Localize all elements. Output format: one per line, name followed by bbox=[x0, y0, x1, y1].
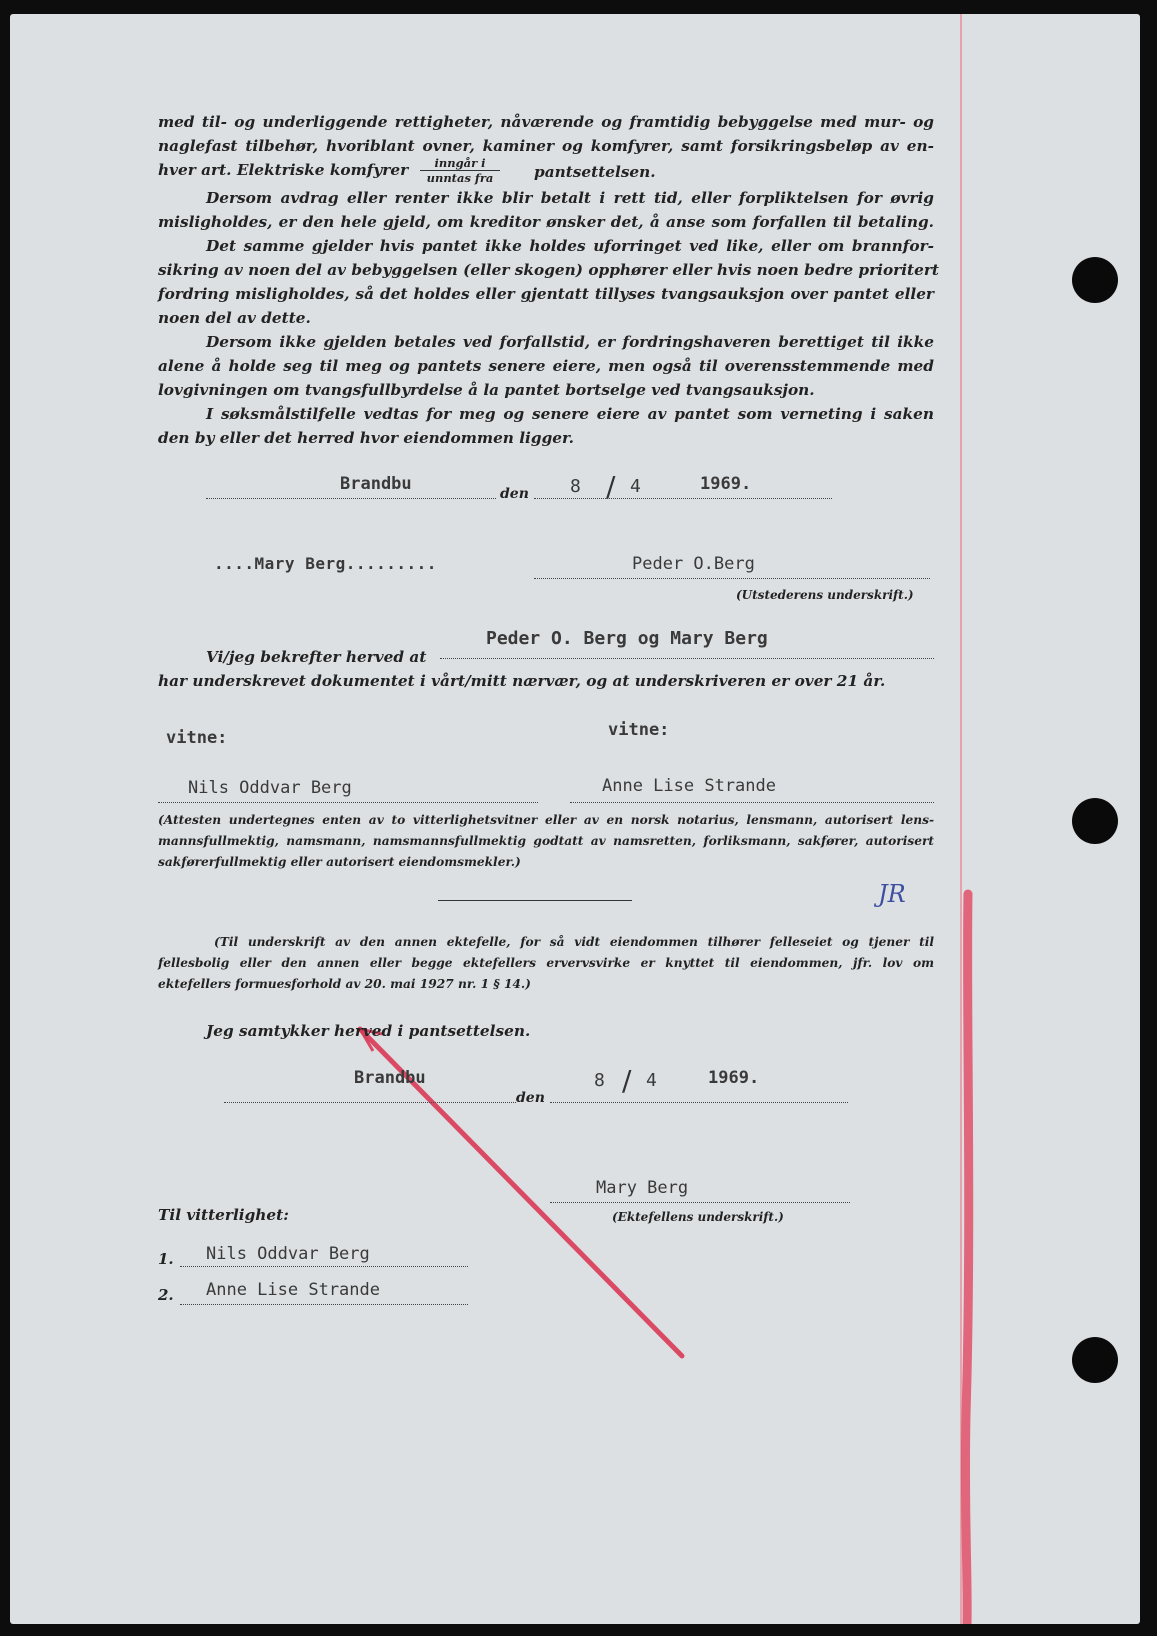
signature1-caption: (Utstederens underskrift.) bbox=[736, 588, 914, 602]
vitterlighet-num-1: 1. bbox=[158, 1250, 174, 1268]
initials: JR bbox=[878, 880, 906, 908]
document-page bbox=[10, 14, 1140, 1624]
binder-hole-2 bbox=[1072, 798, 1118, 844]
date2-place: Brandbu bbox=[354, 1068, 426, 1088]
witness-name-right: Anne Lise Strande bbox=[602, 776, 776, 796]
paragraph-line-8: fordring misligholdes, så det holdes eller gjentatt tillyses tvangsauksjon over pantet eller bbox=[158, 285, 934, 303]
spouse-note-2: fellesbolig eller den annen eller begge ektefellers ervervsvirke er knyttet til eiendommen, jfr. lov om bbox=[158, 956, 934, 970]
signature1-line bbox=[534, 578, 930, 579]
date2-slash: / bbox=[622, 1064, 632, 1097]
paragraph-line-4: Dersom avdrag eller renter ikke blir betalt i rett tid, eller forpliktelsen for øvrig bbox=[206, 189, 934, 207]
vitterlighet-name-1: Nils Oddvar Berg bbox=[206, 1244, 370, 1264]
confirm-line2: har underskrevet dokumentet i vårt/mitt nærvær, og at underskriveren er over 21 år. bbox=[158, 672, 886, 690]
date1-place-line bbox=[206, 498, 496, 499]
confirm-names-line bbox=[440, 658, 934, 659]
signature2-caption: (Ektefellens underskrift.) bbox=[612, 1210, 784, 1224]
spouse-note-1: (Til underskrift av den annen ektefelle, for så vidt eiendommen tilhører felleseiet og tjener til bbox=[214, 935, 934, 949]
witness-line-left bbox=[158, 802, 538, 803]
fraction-top: inngår i bbox=[420, 156, 500, 171]
paragraph-line-14: den by eller det herred hvor eiendommen ligger. bbox=[158, 429, 574, 447]
date2-date-line bbox=[550, 1102, 848, 1103]
date2-year: 1969. bbox=[708, 1068, 760, 1088]
date1-date-line bbox=[534, 498, 832, 499]
vitterlighet-line-1 bbox=[180, 1266, 468, 1267]
binder-hole-3 bbox=[1072, 1337, 1118, 1383]
signature2-line bbox=[550, 1202, 850, 1203]
witness-name-left: Nils Oddvar Berg bbox=[188, 778, 352, 798]
vitterlighet-line-2 bbox=[180, 1304, 468, 1305]
paragraph-line-7: sikring av noen del av bebyggelsen (eller skogen) opphører eller hvis noen bedre prioritert bbox=[158, 261, 939, 279]
date2-den: den bbox=[516, 1090, 545, 1106]
signature2-name: Mary Berg bbox=[596, 1178, 689, 1198]
paragraph-line-3: hver art. Elektriske komfyrer bbox=[158, 161, 409, 179]
date1-month: 4 bbox=[630, 476, 641, 497]
paragraph-line-12: lovgivningen om tvangsfullbyrdelse å la pantet bortselge ved tvangsauksjon. bbox=[158, 381, 815, 399]
paragraph-line-13: I søksmålstilfelle vedtas for meg og senere eiere av pantet som verneting i saken bbox=[206, 405, 934, 423]
signature1-right: Peder O.Berg bbox=[632, 554, 755, 574]
witness-line-right bbox=[570, 802, 934, 803]
vitterlighet-num-2: 2. bbox=[158, 1286, 174, 1304]
vitterlighet-label: Til vitterlighet: bbox=[158, 1206, 289, 1224]
consent-text: Jeg samtykker herved i pantsettelsen. bbox=[206, 1022, 531, 1040]
binder-hole-1 bbox=[1072, 257, 1118, 303]
paragraph-line-10: Dersom ikke gjelden betales ved forfallstid, er fordringshaveren berettiget til ikke bbox=[206, 333, 934, 351]
paragraph-line-5: misligholdes, er den hele gjeld, om kreditor ønsker det, å anse som forfallen til betaling. bbox=[158, 213, 934, 231]
fraction bbox=[420, 156, 500, 185]
date1-day: 8 bbox=[570, 476, 581, 497]
paragraph-line-6: Det samme gjelder hvis pantet ikke holdes uforringet ved like, eller om brannfor- bbox=[206, 237, 934, 255]
attest-note-2: mannsfullmektig, namsmann, namsmannsfullmektig godtatt av namsretten, forliksmann, sakfører, autorisert bbox=[158, 834, 934, 848]
date1-den: den bbox=[500, 486, 529, 502]
date1-place: Brandbu bbox=[340, 474, 412, 494]
witness-label-left: vitne: bbox=[166, 728, 228, 748]
spouse-note-3: ektefellers formuesforhold av 20. mai 1927 nr. 1 § 14.) bbox=[158, 977, 531, 991]
paragraph-line-9: noen del av dette. bbox=[158, 309, 311, 327]
witness-label-right: vitne: bbox=[608, 720, 670, 740]
attest-note-1: (Attesten undertegnes enten av to vitterlighetsvitner eller av en norsk notarius, lensmann, autorisert lens- bbox=[158, 813, 934, 827]
fraction-after: pantsettelsen. bbox=[534, 163, 656, 181]
separator-line bbox=[438, 900, 632, 901]
vitterlighet-name-2: Anne Lise Strande bbox=[206, 1280, 380, 1300]
attest-note-3: sakførerfullmektig eller autorisert eiendomsmekler.) bbox=[158, 855, 521, 869]
fraction-bottom: unntas fra bbox=[426, 171, 494, 185]
confirm-names: Peder O. Berg og Mary Berg bbox=[486, 628, 768, 649]
paragraph-line-1: med til- og underliggende rettigheter, nåværende og framtidig bebyggelse med mur- og bbox=[158, 113, 934, 131]
confirm-lead: Vi/jeg bekrefter herved at bbox=[206, 648, 427, 666]
paragraph-line-2: naglefast tilbehør, hvoriblant ovner, kaminer og komfyrer, samt forsikringsbeløp av en- bbox=[158, 137, 934, 155]
date2-place-line bbox=[224, 1102, 516, 1103]
date2-month: 4 bbox=[646, 1070, 657, 1091]
date1-year: 1969. bbox=[700, 474, 752, 494]
date1-slash: / bbox=[606, 470, 616, 503]
date2-day: 8 bbox=[594, 1070, 605, 1091]
paragraph-line-11: alene å holde seg til meg og pantets senere eiere, men også til overensstemmende med bbox=[158, 357, 934, 375]
signature1-left: ....Mary Berg......... bbox=[214, 554, 437, 573]
